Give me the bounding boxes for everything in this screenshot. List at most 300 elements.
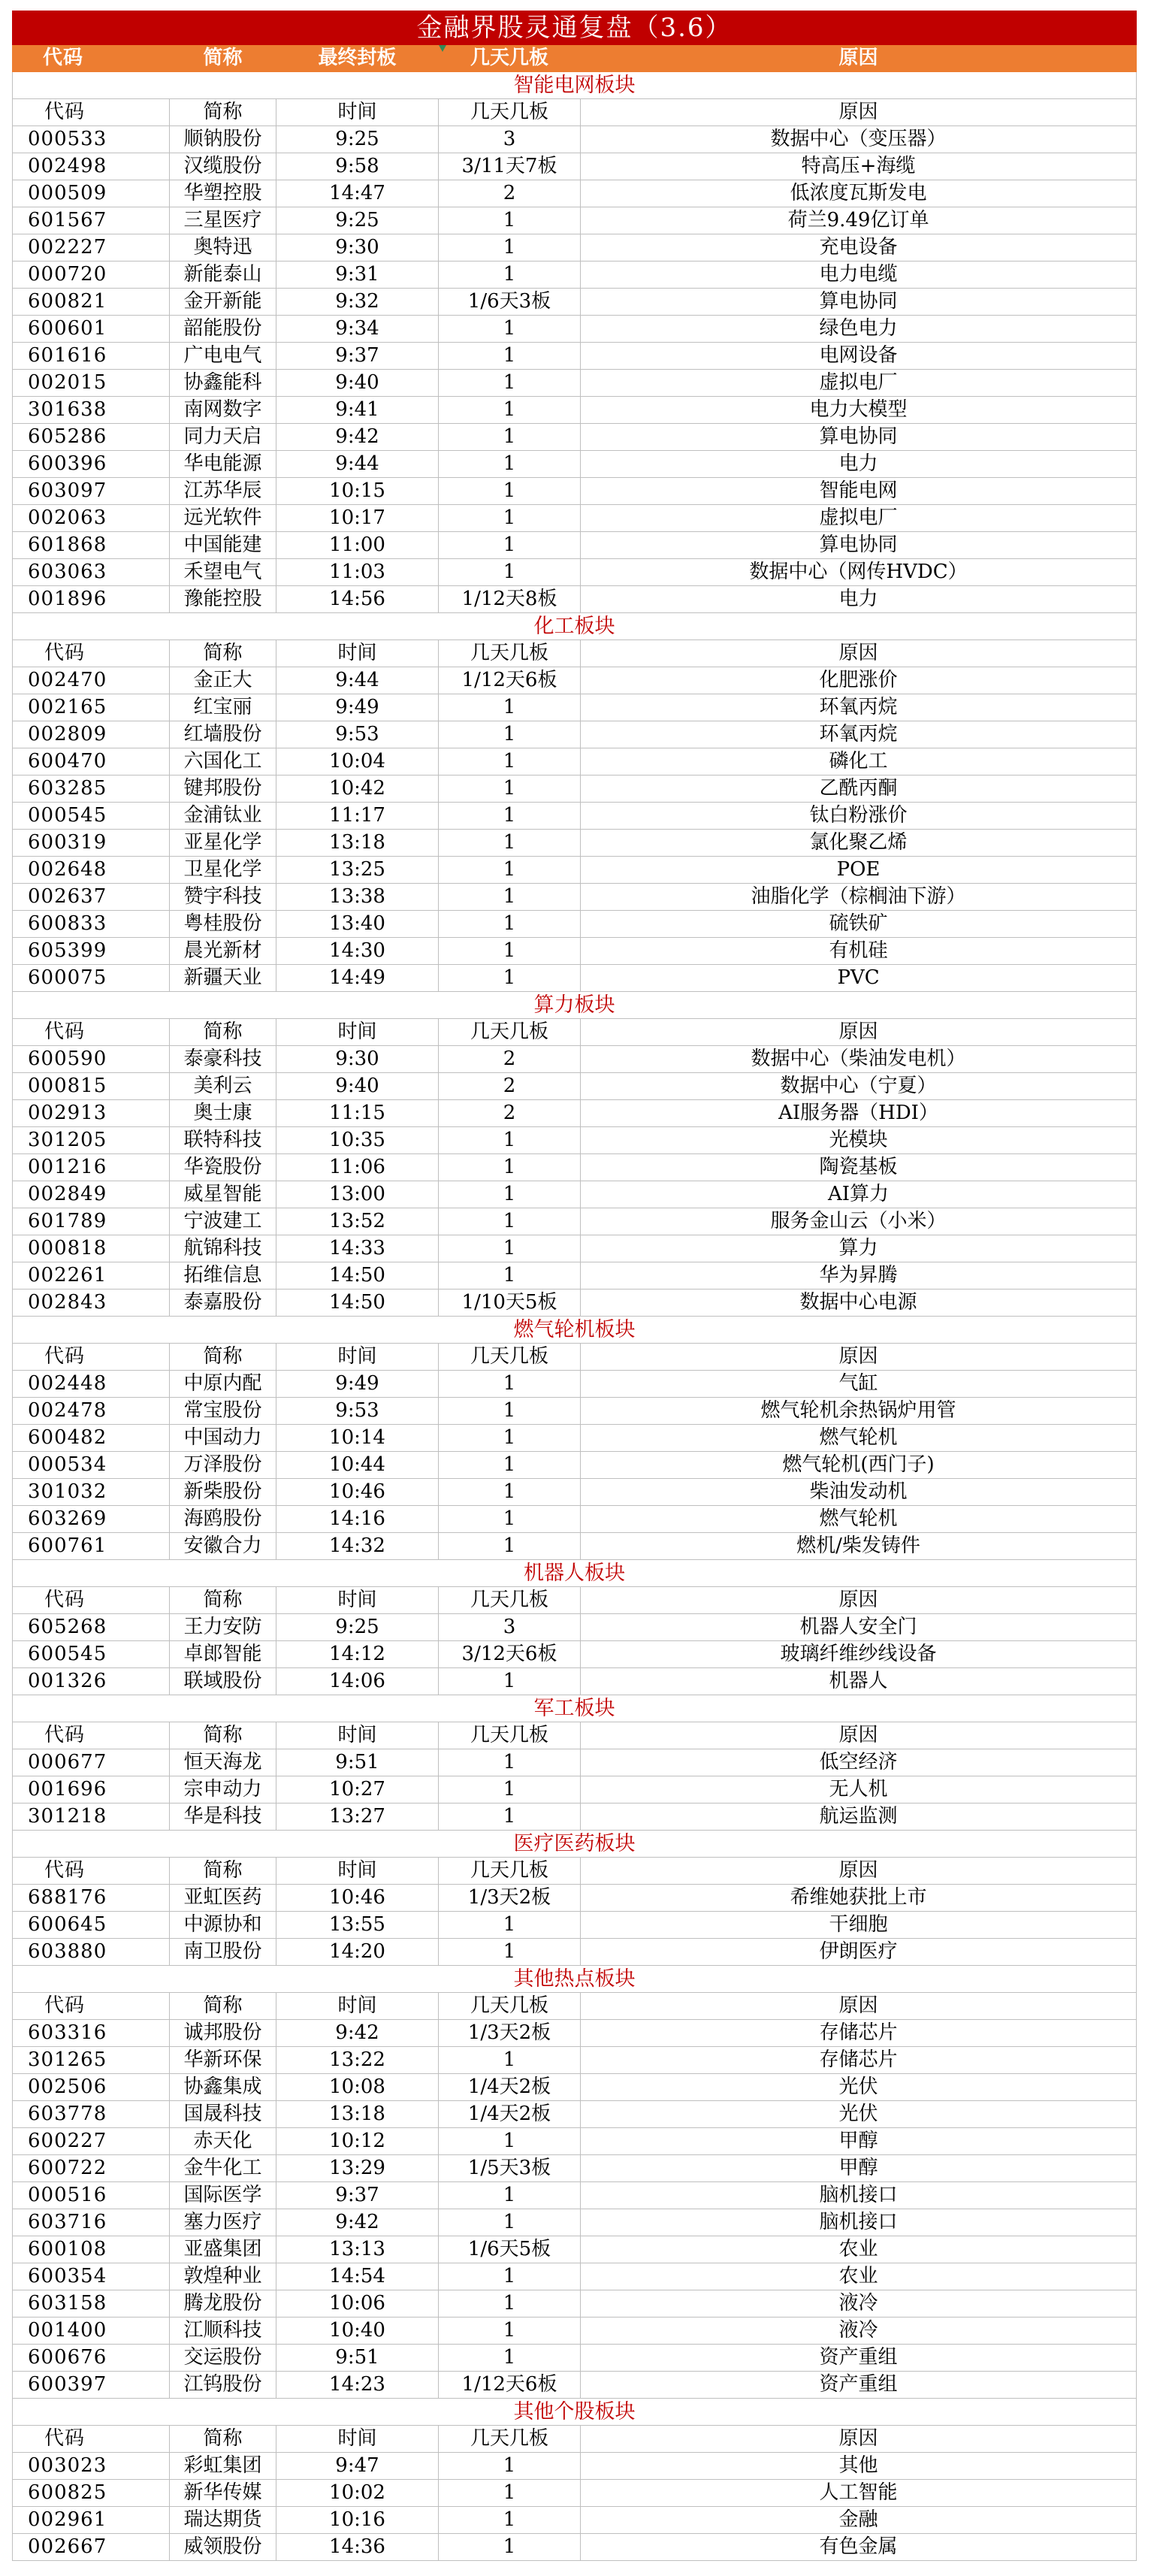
stock-name: 国际医学 [170,2182,276,2209]
col-header-time: 时间 [276,1722,439,1749]
seal-time: 9:40 [276,1073,439,1100]
reason: 有机硅 [581,938,1137,965]
seal-time: 10:42 [276,776,439,803]
seal-time: 10:40 [276,2317,439,2345]
cell-comment-marker-icon [439,45,446,52]
seal-time: 13:00 [276,1181,439,1208]
stock-code: 002015 [13,370,170,397]
col-header-reason: 原因 [581,640,1137,667]
days-boards: 1 [439,830,581,857]
section-title: 化工板块 [13,613,1137,640]
stock-name: 航锦科技 [170,1235,276,1262]
seal-time: 10:27 [276,1776,439,1804]
stock-code: 000677 [13,1749,170,1776]
seal-time: 9:25 [276,1614,439,1641]
seal-time: 11:00 [276,532,439,559]
days-boards: 1 [439,748,581,776]
col-header-reason: 原因 [581,1722,1137,1749]
table-row [13,1262,1137,1290]
seal-time: 10:04 [276,748,439,776]
reason: 柴油发动机 [581,1479,1137,1506]
reason: 数据中心（网传HVDC） [581,559,1137,586]
stock-name: 三星医疗 [170,207,276,234]
table-row [13,965,1137,992]
stock-code: 601789 [13,1208,170,1235]
stock-code: 600601 [13,316,170,343]
reason: 磷化工 [581,748,1137,776]
reason: 航运监测 [581,1804,1137,1831]
stock-code: 000815 [13,1073,170,1100]
seal-time: 14:54 [276,2263,439,2290]
section-title: 机器人板块 [13,1560,1137,1587]
table-body [13,11,1137,2561]
stock-code: 001400 [13,2317,170,2345]
seal-time: 13:38 [276,884,439,911]
table-row [13,1641,1137,1668]
stock-code: 600722 [13,2155,170,2182]
days-boards: 1 [439,262,581,289]
stock-name: 六国化工 [170,748,276,776]
stock-code: 600482 [13,1425,170,1452]
days-boards: 1 [439,1208,581,1235]
reason: 甲醇 [581,2155,1137,2182]
reason: 华为昇腾 [581,1262,1137,1290]
stock-code: 603880 [13,1939,170,1966]
stock-name: 华塑控股 [170,180,276,207]
reason: 数据中心（宁夏） [581,1073,1137,1100]
seal-time: 9:31 [276,262,439,289]
table-row [13,2155,1137,2182]
table-row [13,1208,1137,1235]
col-header-code: 代码 [13,1993,170,2020]
stock-code: 002448 [13,1371,170,1398]
table-row [13,830,1137,857]
stock-code: 603063 [13,559,170,586]
stock-code: 688176 [13,1885,170,1912]
stock-name: 韶能股份 [170,316,276,343]
stock-code: 603778 [13,2101,170,2128]
table-row [13,397,1137,424]
days-boards: 1 [439,2263,581,2290]
stock-code: 002227 [13,234,170,262]
seal-time: 14:50 [276,1262,439,1290]
stock-code: 605286 [13,424,170,451]
stock-name: 远光软件 [170,505,276,532]
stock-code: 600590 [13,1046,170,1073]
reason: 其他 [581,2453,1137,2480]
days-boards: 1 [439,2480,581,2507]
col-header-time: 时间 [276,1993,439,2020]
table-row [13,1506,1137,1533]
col-header-name: 简称 [170,1344,276,1371]
col-header-reason: 原因 [581,1993,1137,2020]
stock-name: 国晟科技 [170,2101,276,2128]
col-header-days-boards: 几天几板 [439,1722,581,1749]
seal-time: 9:37 [276,343,439,370]
stock-name: 江苏华辰 [170,478,276,505]
table-row [13,694,1137,721]
table-row [13,316,1137,343]
table-row [13,2047,1137,2074]
seal-time: 9:30 [276,1046,439,1073]
col-header-days-boards: 几天几板 [439,99,581,126]
stock-code: 600545 [13,1641,170,1668]
reason: AI服务器（HDI） [581,1100,1137,1127]
reason: PVC [581,965,1137,992]
section-title: 医疗医药板块 [13,1831,1137,1858]
seal-time: 10:06 [276,2290,439,2317]
stock-name: 江顺科技 [170,2317,276,2345]
reason: 低空经济 [581,1749,1137,1776]
reason: 特高压+海缆 [581,153,1137,180]
section-title: 其他热点板块 [13,1966,1137,1993]
col-header-code: 代码 [13,1858,170,1885]
table-row [13,1533,1137,1560]
stock-name: 亚星化学 [170,830,276,857]
col-header-code: 代码 [13,2426,170,2453]
header-days-boards-label: 几天几板 [470,47,548,69]
seal-time: 14:49 [276,965,439,992]
days-boards: 1 [439,532,581,559]
table-row [13,1452,1137,1479]
stock-name: 联域股份 [170,1668,276,1695]
days-boards: 1 [439,938,581,965]
col-header-reason: 原因 [581,2426,1137,2453]
reason: 燃气轮机余热锅炉用管 [581,1398,1137,1425]
days-boards: 1 [439,2507,581,2534]
table-row [13,1776,1137,1804]
col-header-days-boards: 几天几板 [439,1587,581,1614]
days-boards: 1 [439,965,581,992]
days-boards: 1 [439,2453,581,2480]
stock-name: 万泽股份 [170,1452,276,1479]
days-boards: 1/3天2板 [439,2020,581,2047]
seal-time: 13:29 [276,2155,439,2182]
days-boards: 1/6天5板 [439,2236,581,2263]
stock-name: 中国动力 [170,1425,276,1452]
table-row [13,748,1137,776]
table-row [13,1371,1137,1398]
reason: 甲醇 [581,2128,1137,2155]
section-row [13,1317,1137,1344]
seal-time: 9:25 [276,207,439,234]
col-header-days-boards: 几天几板 [439,1019,581,1046]
stock-code: 301218 [13,1804,170,1831]
table-row [13,2074,1137,2101]
stock-code: 000720 [13,262,170,289]
stock-code: 600676 [13,2345,170,2372]
section-row [13,613,1137,640]
reason: 算电协同 [581,532,1137,559]
stock-name: 金浦钛业 [170,803,276,830]
reason: 电力 [581,586,1137,613]
col-header-time: 时间 [276,1344,439,1371]
col-header-name: 简称 [170,1722,276,1749]
reason: 燃气轮机 [581,1506,1137,1533]
table-row [13,2507,1137,2534]
seal-time: 14:47 [276,180,439,207]
seal-time: 9:30 [276,234,439,262]
column-header-row [13,1344,1137,1371]
col-header-time: 时间 [276,99,439,126]
title-row [13,11,1137,45]
column-header-row [13,640,1137,667]
section-row [13,1831,1137,1858]
stock-code: 002809 [13,721,170,748]
reason: 干细胞 [581,1912,1137,1939]
stock-name: 中国能建 [170,532,276,559]
stock-code: 001326 [13,1668,170,1695]
seal-time: 13:25 [276,857,439,884]
seal-time: 11:15 [276,1100,439,1127]
stock-name: 金开新能 [170,289,276,316]
stock-name: 键邦股份 [170,776,276,803]
stock-code: 601616 [13,343,170,370]
days-boards: 1 [439,721,581,748]
reason: 伊朗医疗 [581,1939,1137,1966]
reason: 环氧丙烷 [581,694,1137,721]
stock-code: 605268 [13,1614,170,1641]
seal-time: 14:36 [276,2534,439,2561]
section-row [13,1560,1137,1587]
days-boards: 1 [439,234,581,262]
table-row [13,2480,1137,2507]
col-header-name: 简称 [170,99,276,126]
seal-time: 11:06 [276,1154,439,1181]
main-header-row [13,45,1137,72]
seal-time: 9:53 [276,1398,439,1425]
stock-name: 协鑫集成 [170,2074,276,2101]
table-row [13,2263,1137,2290]
table-row [13,1154,1137,1181]
days-boards: 1 [439,478,581,505]
stock-code: 000516 [13,2182,170,2209]
reason: 存储芯片 [581,2047,1137,2074]
col-header-code: 代码 [13,640,170,667]
stock-code: 000533 [13,126,170,153]
stock-code: 600470 [13,748,170,776]
col-header-time: 时间 [276,2426,439,2453]
days-boards: 1 [439,2209,581,2236]
seal-time: 11:03 [276,559,439,586]
seal-time: 14:56 [276,586,439,613]
reason: 机器人安全门 [581,1614,1137,1641]
days-boards: 1 [439,1371,581,1398]
table-row [13,1073,1137,1100]
reason: 电力 [581,451,1137,478]
table-row [13,2290,1137,2317]
days-boards: 1 [439,1181,581,1208]
reason: 燃机/柴发铸件 [581,1533,1137,1560]
days-boards: 1/4天2板 [439,2074,581,2101]
seal-time: 13:27 [276,1804,439,1831]
table-row [13,1668,1137,1695]
table-row [13,1804,1137,1831]
seal-time: 14:06 [276,1668,439,1695]
stock-code: 002637 [13,884,170,911]
stock-name: 王力安防 [170,1614,276,1641]
table-row [13,1127,1137,1154]
seal-time: 9:40 [276,370,439,397]
reason: 钛白粉涨价 [581,803,1137,830]
seal-time: 14:23 [276,2372,439,2399]
reason: 电力电缆 [581,262,1137,289]
col-header-time: 时间 [276,640,439,667]
stock-name: 华是科技 [170,1804,276,1831]
table-row [13,911,1137,938]
stock-name: 新疆天业 [170,965,276,992]
stock-code: 605399 [13,938,170,965]
reason: 脑机接口 [581,2209,1137,2236]
seal-time: 10:17 [276,505,439,532]
reason: 光伏 [581,2101,1137,2128]
days-boards: 1 [439,776,581,803]
table-row [13,126,1137,153]
table-row [13,2453,1137,2480]
days-boards: 1 [439,343,581,370]
stock-name: 交运股份 [170,2345,276,2372]
section-row [13,1695,1137,1722]
column-header-row [13,1722,1137,1749]
days-boards: 1/12天6板 [439,2372,581,2399]
table-row [13,451,1137,478]
days-boards: 1 [439,559,581,586]
stock-code: 600825 [13,2480,170,2507]
seal-time: 10:35 [276,1127,439,1154]
days-boards: 1 [439,1235,581,1262]
reason: 乙酰丙酮 [581,776,1137,803]
days-boards: 1 [439,2534,581,2561]
stock-name: 新能泰山 [170,262,276,289]
seal-time: 14:32 [276,1533,439,1560]
table-row [13,776,1137,803]
col-header-code: 代码 [13,1587,170,1614]
reason: 存储芯片 [581,2020,1137,2047]
stock-name: 美利云 [170,1073,276,1100]
days-boards: 1/3天2板 [439,1885,581,1912]
reason: 液冷 [581,2317,1137,2345]
days-boards: 1 [439,2047,581,2074]
stock-code: 603316 [13,2020,170,2047]
reason: 化肥涨价 [581,667,1137,694]
days-boards: 1 [439,1127,581,1154]
stock-name: 宗申动力 [170,1776,276,1804]
stock-code: 002961 [13,2507,170,2534]
stock-code: 001216 [13,1154,170,1181]
stock-code: 601567 [13,207,170,234]
stock-code: 002063 [13,505,170,532]
col-header-name: 简称 [170,640,276,667]
reason: 液冷 [581,2290,1137,2317]
table-row [13,424,1137,451]
stock-code: 000545 [13,803,170,830]
table-row [13,343,1137,370]
table-row [13,1235,1137,1262]
reason: 低浓度瓦斯发电 [581,180,1137,207]
stock-name: 晨光新材 [170,938,276,965]
reason: 光伏 [581,2074,1137,2101]
section-title: 军工板块 [13,1695,1137,1722]
reason: 机器人 [581,1668,1137,1695]
stock-name: 卓郎智能 [170,1641,276,1668]
stock-name: 金牛化工 [170,2155,276,2182]
stock-name: 常宝股份 [170,1398,276,1425]
col-header-reason: 原因 [581,1344,1137,1371]
table-row [13,2345,1137,2372]
col-header-time: 时间 [276,1587,439,1614]
table-row [13,586,1137,613]
stock-code: 600761 [13,1533,170,1560]
stock-name: 红宝丽 [170,694,276,721]
seal-time: 9:44 [276,451,439,478]
table-row [13,262,1137,289]
stock-code: 000534 [13,1452,170,1479]
stock-code: 001896 [13,586,170,613]
stock-name: 华瓷股份 [170,1154,276,1181]
stock-code: 002470 [13,667,170,694]
reason: 金融 [581,2507,1137,2534]
days-boards: 1/6天3板 [439,289,581,316]
reason: 绿色电力 [581,316,1137,343]
stock-name: 粤桂股份 [170,911,276,938]
seal-time: 14:16 [276,1506,439,1533]
days-boards: 1 [439,370,581,397]
table-row [13,884,1137,911]
col-header-name: 简称 [170,2426,276,2453]
stock-code: 000818 [13,1235,170,1262]
days-boards: 2 [439,1100,581,1127]
stock-code: 002498 [13,153,170,180]
days-boards: 1 [439,397,581,424]
days-boards: 1 [439,2128,581,2155]
seal-time: 13:18 [276,2101,439,2128]
col-header-code: 代码 [13,1019,170,1046]
col-header-reason: 原因 [581,99,1137,126]
reason: 油脂化学（棕榈油下游） [581,884,1137,911]
col-header-time: 时间 [276,1019,439,1046]
reason: 陶瓷基板 [581,1154,1137,1181]
stock-code: 603716 [13,2209,170,2236]
days-boards: 1 [439,1262,581,1290]
table-row [13,1479,1137,1506]
reason: 资产重组 [581,2345,1137,2372]
section-row [13,72,1137,99]
seal-time: 9:51 [276,1749,439,1776]
stock-name: 中源协和 [170,1912,276,1939]
seal-time: 13:55 [276,1912,439,1939]
col-header-name: 简称 [170,1858,276,1885]
stock-name: 中原内配 [170,1371,276,1398]
days-boards: 1 [439,505,581,532]
table-row [13,2182,1137,2209]
stock-name: 敦煌种业 [170,2263,276,2290]
stock-code: 301032 [13,1479,170,1506]
section-row [13,1966,1137,1993]
stock-code: 301205 [13,1127,170,1154]
days-boards: 1/10天5板 [439,1290,581,1317]
reason: 农业 [581,2236,1137,2263]
reason: AI算力 [581,1181,1137,1208]
table-row [13,478,1137,505]
section-title: 其他个股板块 [13,2399,1137,2426]
table-row [13,1885,1137,1912]
header-name: 简称 [170,45,276,72]
stock-name: 宁波建工 [170,1208,276,1235]
seal-time: 13:22 [276,2047,439,2074]
days-boards: 1 [439,857,581,884]
stock-code: 002913 [13,1100,170,1127]
days-boards: 1 [439,694,581,721]
